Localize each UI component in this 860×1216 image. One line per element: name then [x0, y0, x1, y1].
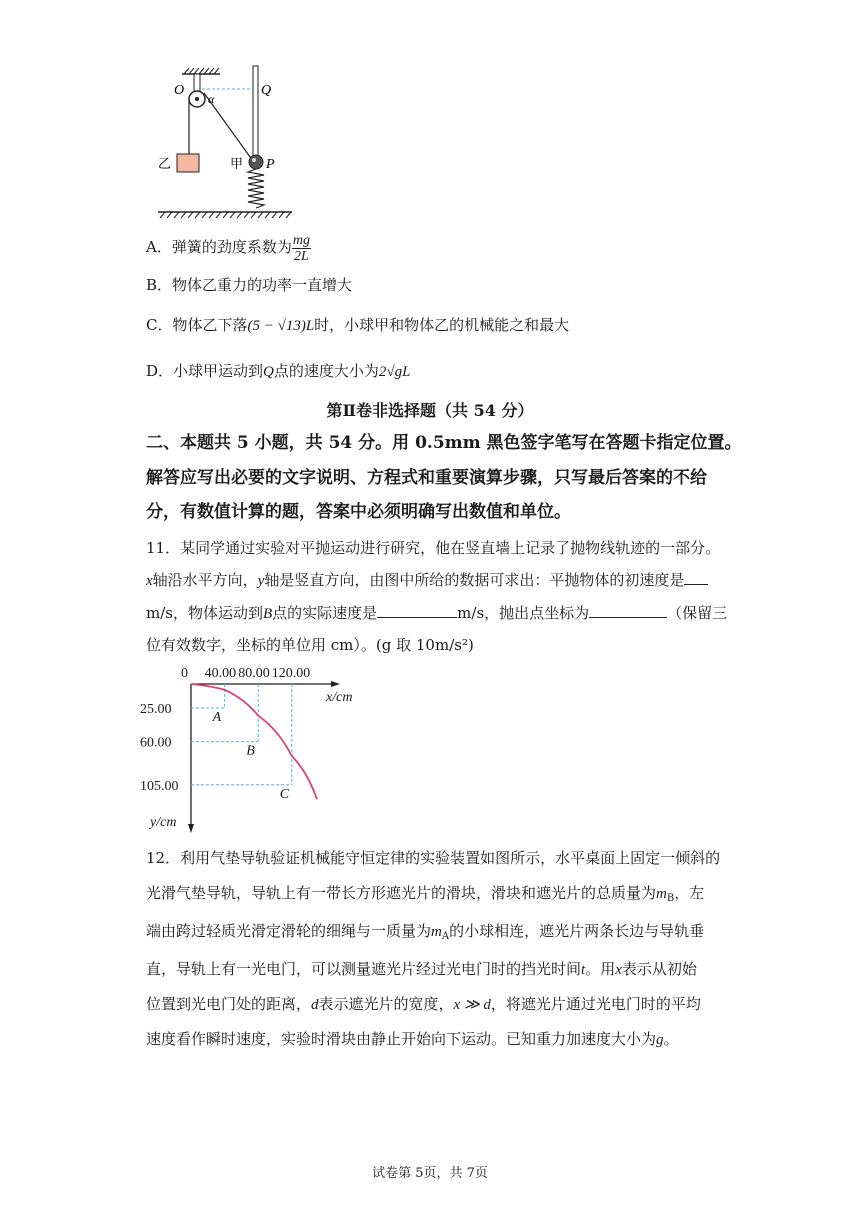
- point-label-A: A: [212, 710, 222, 725]
- answer-blank-origin[interactable]: [589, 601, 667, 618]
- y-axis-arrow: [188, 824, 194, 833]
- q12-line-3: 端由跨过轻质光滑定滑轮的细绳与一质量为$m_A$的小球相连，遮光片两条长边与导轨垂: [146, 922, 705, 942]
- y-axis-label: y/cm: [150, 815, 177, 830]
- q11-line-1: 11．某同学通过实验对平抛运动进行研究，他在竖直墙上记录了抛物线轨迹的一部分。: [146, 539, 721, 557]
- x-axis-label: x/cm: [326, 690, 353, 705]
- q12-line-2: 光滑气垫导轨，导轨上有一带长方形遮光片的滑块，滑块和遮光片的总质量为$m_B$，左: [146, 884, 705, 904]
- option-c: C．物体乙下落(5 − √13)L时，小球甲和物体乙的机械能之和最大: [146, 316, 570, 334]
- point-label-B: B: [246, 743, 255, 759]
- page-footer: 试卷第 5页，共 7页: [372, 1166, 488, 1181]
- q11-line-4: 位有效数字，坐标的单位用 cm）。(g 取 10m/s²): [146, 636, 474, 654]
- y-tick-label-0: 25.00: [140, 702, 172, 717]
- q12-line-4: 直，导轨上有一光电门，可以测量遮光片经过光电门时的挡光时间t。用x表示从初始: [146, 960, 697, 978]
- x-tick-label-1: 40.00: [204, 666, 237, 681]
- q11-line-2: x轴沿水平方向，y轴是竖直方向，由图中所给的数据可求出：平抛物体的初速度是: [146, 568, 708, 592]
- y-tick-label-2: 105.00: [140, 778, 179, 794]
- section-title: 第Ⅱ卷非选择题（共 54 分）: [326, 401, 534, 420]
- x-axis-arrow: [331, 681, 340, 687]
- y-tick-label-1: 60.00: [140, 735, 172, 751]
- label-Q: Q: [261, 83, 272, 98]
- label-yi: 乙: [158, 157, 172, 172]
- answer-blank-initial-velocity[interactable]: [684, 568, 708, 585]
- trajectory-chart: [140, 660, 360, 840]
- x-tick-label-0: 0: [181, 666, 188, 681]
- x-tick-label-3: 120.00: [271, 666, 311, 681]
- q11-line-3: m/s，物体运动到B点的实际速度是 m/s，抛出点坐标为 （保留三: [146, 601, 727, 625]
- label-P: P: [266, 157, 275, 172]
- q12-line-5: 位置到光电门处的距离，d表示遮光片的宽度，x ≫ d，将遮光片通过光电门时的平均: [146, 995, 701, 1013]
- section-instruction-2: 解答应写出必要的文字说明、方程式和重要演算步骤，只写最后答案的不给: [146, 468, 707, 488]
- option-a: A．弹簧的劲度系数为 $\frac{mg}{2L}$: [146, 232, 310, 264]
- section-instruction-3: 分，有数值计算的题，答案中必须明确写出数值和单位。: [146, 502, 571, 522]
- option-b: B．物体乙重力的功率一直增大: [146, 276, 353, 294]
- stiffness-fraction: $\frac{mg}{2L}$: [292, 232, 310, 264]
- label-O: O: [174, 83, 185, 98]
- option-d: D．小球甲运动到Q点的速度大小为2√gL: [146, 362, 411, 380]
- q12-line-6: 速度看作瞬时速度，实验时滑块由静止开始向下运动。已知重力加速度大小为g。: [146, 1030, 679, 1048]
- section-instruction-1: 二、本题共 5 小题，共 54 分。用 0.5mm 黑色签字笔写在答题卡指定位置。: [146, 433, 742, 453]
- answer-blank-b-velocity[interactable]: [377, 601, 457, 618]
- q12-line-1: 12．利用气垫导轨验证机械能守恒定律的实验装置如图所示，水平桌面上固定一倾斜的: [146, 849, 721, 867]
- label-alpha: α: [208, 92, 215, 106]
- point-label-C: C: [279, 786, 290, 802]
- label-jia: 甲: [230, 157, 244, 172]
- x-tick-label-2: 80.00: [238, 666, 270, 681]
- pulley-spring-figure: [150, 62, 300, 224]
